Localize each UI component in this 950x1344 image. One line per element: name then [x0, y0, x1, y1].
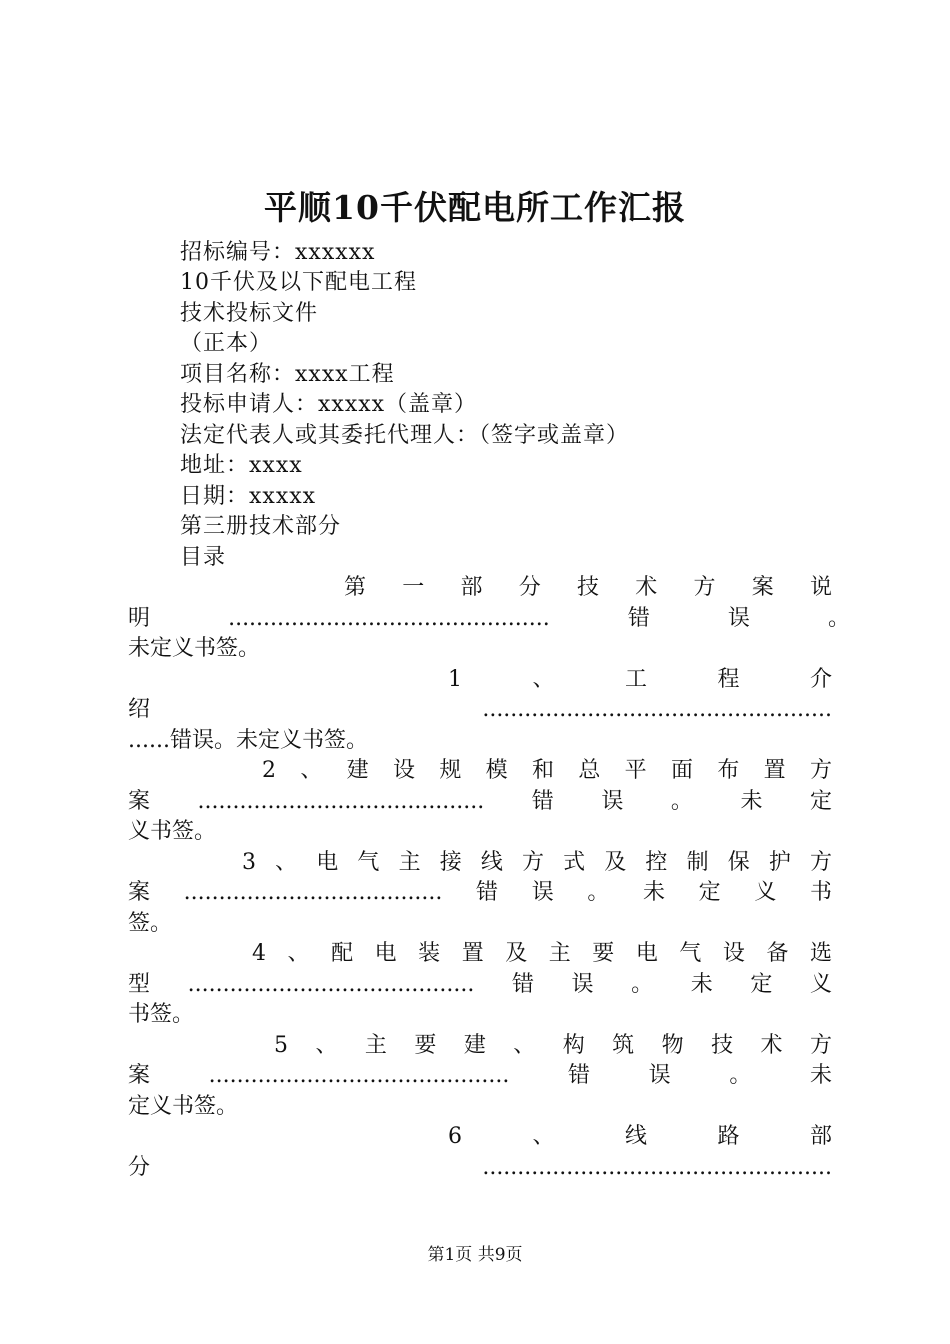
document-title: 平顺10千伏配电所工作汇报: [264, 188, 686, 227]
toc-line: 第一部分技术方案说: [344, 575, 832, 600]
info-line-applicant: 投标申请人：xxxxx（盖章）: [180, 392, 478, 417]
toc-line: 4、配电装置及主要电气设备选: [252, 941, 832, 966]
toc-line: 签。: [128, 911, 173, 936]
toc-line: 案.....................................错误。未定义书: [128, 880, 832, 905]
info-line-project-scope: 10千伏及以下配电工程: [180, 270, 417, 295]
toc-line: 书签。: [128, 1002, 195, 1027]
toc-line: 明..............................................错误。: [128, 606, 850, 631]
info-line-bid-number: 招标编号：xxxxxx: [180, 240, 376, 265]
info-line-date: 日期：xxxxx: [180, 484, 317, 509]
toc-line: 型.........................................错误。未定义: [128, 972, 832, 997]
toc-line: 案...........................................错误。未: [128, 1063, 832, 1088]
toc-line: 定义书签。: [128, 1094, 239, 1119]
toc-line: 分..................................................: [128, 1155, 832, 1180]
info-line-address: 地址：xxxx: [180, 453, 303, 478]
info-line-representative: 法定代表人或其委托代理人：（签字或盖章）: [180, 423, 630, 448]
page-number-footer: 第1页 共9页: [427, 1245, 523, 1265]
toc-line: 2、建设规模和总平面布置方: [262, 758, 832, 783]
toc-heading: 目录: [180, 545, 227, 570]
info-line-doc-type: 技术投标文件: [180, 301, 319, 326]
toc-line: 绍..................................................: [128, 697, 832, 722]
toc-line: ......错误。未定义书签。: [128, 728, 368, 753]
info-line-volume: 第三册技术部分: [180, 514, 342, 539]
toc-line: 3、电气主接线方式及控制保护方: [242, 850, 832, 875]
toc-line: 5、主要建、构筑物技术方: [274, 1033, 832, 1058]
toc-line: 未定义书签。: [128, 636, 261, 661]
info-line-project-name: 项目名称：xxxx工程: [180, 362, 395, 387]
info-line-original: （正本）: [180, 331, 273, 356]
toc-line: 义书签。: [128, 819, 217, 844]
toc-line: 1、工程介: [448, 667, 832, 692]
toc-line: 案.........................................错误。未定: [128, 789, 832, 814]
toc-line: 6、线路部: [448, 1124, 832, 1149]
